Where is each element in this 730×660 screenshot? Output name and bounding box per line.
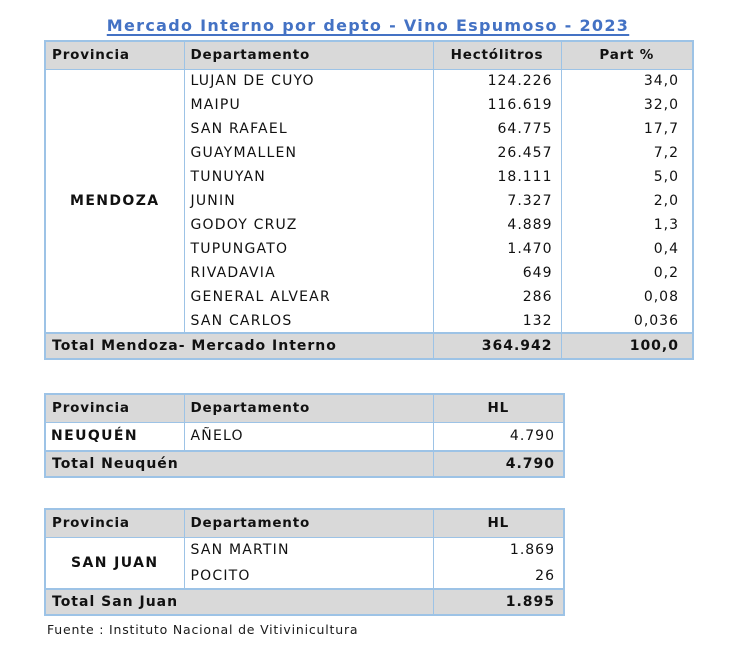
neuquen-table [44, 393, 565, 478]
total-hectolitros: 364.942 [433, 333, 561, 359]
part-cell: 5,0 [561, 165, 693, 189]
hl-cell: 4.790 [433, 422, 564, 451]
hectolitros-cell: 132 [433, 309, 561, 333]
departamento-cell: GUAYMALLEN [184, 141, 433, 165]
departamento-cell: GODOY CRUZ [184, 213, 433, 237]
province-cell-neuquen: NEUQUÉN [45, 422, 184, 451]
neuquen-header-row [45, 394, 564, 422]
column-header-hl: HL [433, 509, 564, 537]
mendoza-table [44, 40, 694, 360]
column-header-provincia: Provincia [45, 509, 184, 537]
total-part: 100,0 [561, 333, 693, 359]
total-hl: 1.895 [433, 589, 564, 615]
departamento-cell: RIVADAVIA [184, 261, 433, 285]
column-header-departamento: Departamento [184, 509, 433, 537]
total-label: Total San Juan [45, 589, 433, 615]
hectolitros-cell: 18.111 [433, 165, 561, 189]
hectolitros-cell: 7.327 [433, 189, 561, 213]
part-cell: 32,0 [561, 93, 693, 117]
table-row [45, 69, 693, 93]
part-cell: 0,036 [561, 309, 693, 333]
hl-cell: 1.869 [433, 537, 564, 563]
part-cell: 0,4 [561, 237, 693, 261]
column-header-departamento: Departamento [184, 394, 433, 422]
part-cell: 34,0 [561, 69, 693, 93]
departamento-cell: GENERAL ALVEAR [184, 285, 433, 309]
hectolitros-cell: 286 [433, 285, 561, 309]
hectolitros-cell: 649 [433, 261, 561, 285]
hectolitros-cell: 4.889 [433, 213, 561, 237]
sanjuan-table [44, 508, 565, 616]
hectolitros-cell: 1.470 [433, 237, 561, 261]
table-row [45, 537, 564, 563]
column-header-provincia: Provincia [45, 394, 184, 422]
table-row [45, 422, 564, 451]
hectolitros-cell: 116.619 [433, 93, 561, 117]
page-title: Mercado Interno por depto - Vino Espumoso - 2023 [106, 16, 630, 35]
source-note: Fuente : Instituto Nacional de Vitivinicultura [47, 622, 359, 637]
part-cell: 0,08 [561, 285, 693, 309]
province-cell-sanjuan: SAN JUAN [45, 537, 184, 589]
mendoza-total-row [45, 333, 693, 359]
total-label: Total Neuquén [45, 451, 433, 477]
part-cell: 1,3 [561, 213, 693, 237]
total-label: Total Mendoza- Mercado Interno [45, 333, 433, 359]
part-cell: 0,2 [561, 261, 693, 285]
column-header-hl: HL [433, 394, 564, 422]
mendoza-header-row [45, 41, 693, 69]
hectolitros-cell: 124.226 [433, 69, 561, 93]
sanjuan-total-row [45, 589, 564, 615]
hl-cell: 26 [433, 563, 564, 589]
column-header-departamento: Departamento [184, 41, 433, 69]
part-cell: 17,7 [561, 117, 693, 141]
sanjuan-header-row [45, 509, 564, 537]
departamento-cell: MAIPU [184, 93, 433, 117]
departamento-cell: SAN CARLOS [184, 309, 433, 333]
hectolitros-cell: 26.457 [433, 141, 561, 165]
departamento-cell: TUPUNGATO [184, 237, 433, 261]
column-header-provincia: Provincia [45, 41, 184, 69]
total-hl: 4.790 [433, 451, 564, 477]
departamento-cell: POCITO [184, 563, 433, 589]
part-cell: 7,2 [561, 141, 693, 165]
departamento-cell: TUNUYAN [184, 165, 433, 189]
departamento-cell: SAN RAFAEL [184, 117, 433, 141]
departamento-cell: AÑELO [184, 422, 433, 451]
part-cell: 2,0 [561, 189, 693, 213]
departamento-cell: JUNIN [184, 189, 433, 213]
column-header-part: Part % [561, 41, 693, 69]
departamento-cell: LUJAN DE CUYO [184, 69, 433, 93]
column-header-hectolitros: Hectólitros [433, 41, 561, 69]
neuquen-total-row [45, 451, 564, 477]
departamento-cell: SAN MARTIN [184, 537, 433, 563]
hectolitros-cell: 64.775 [433, 117, 561, 141]
province-cell-mendoza: MENDOZA [45, 69, 184, 333]
